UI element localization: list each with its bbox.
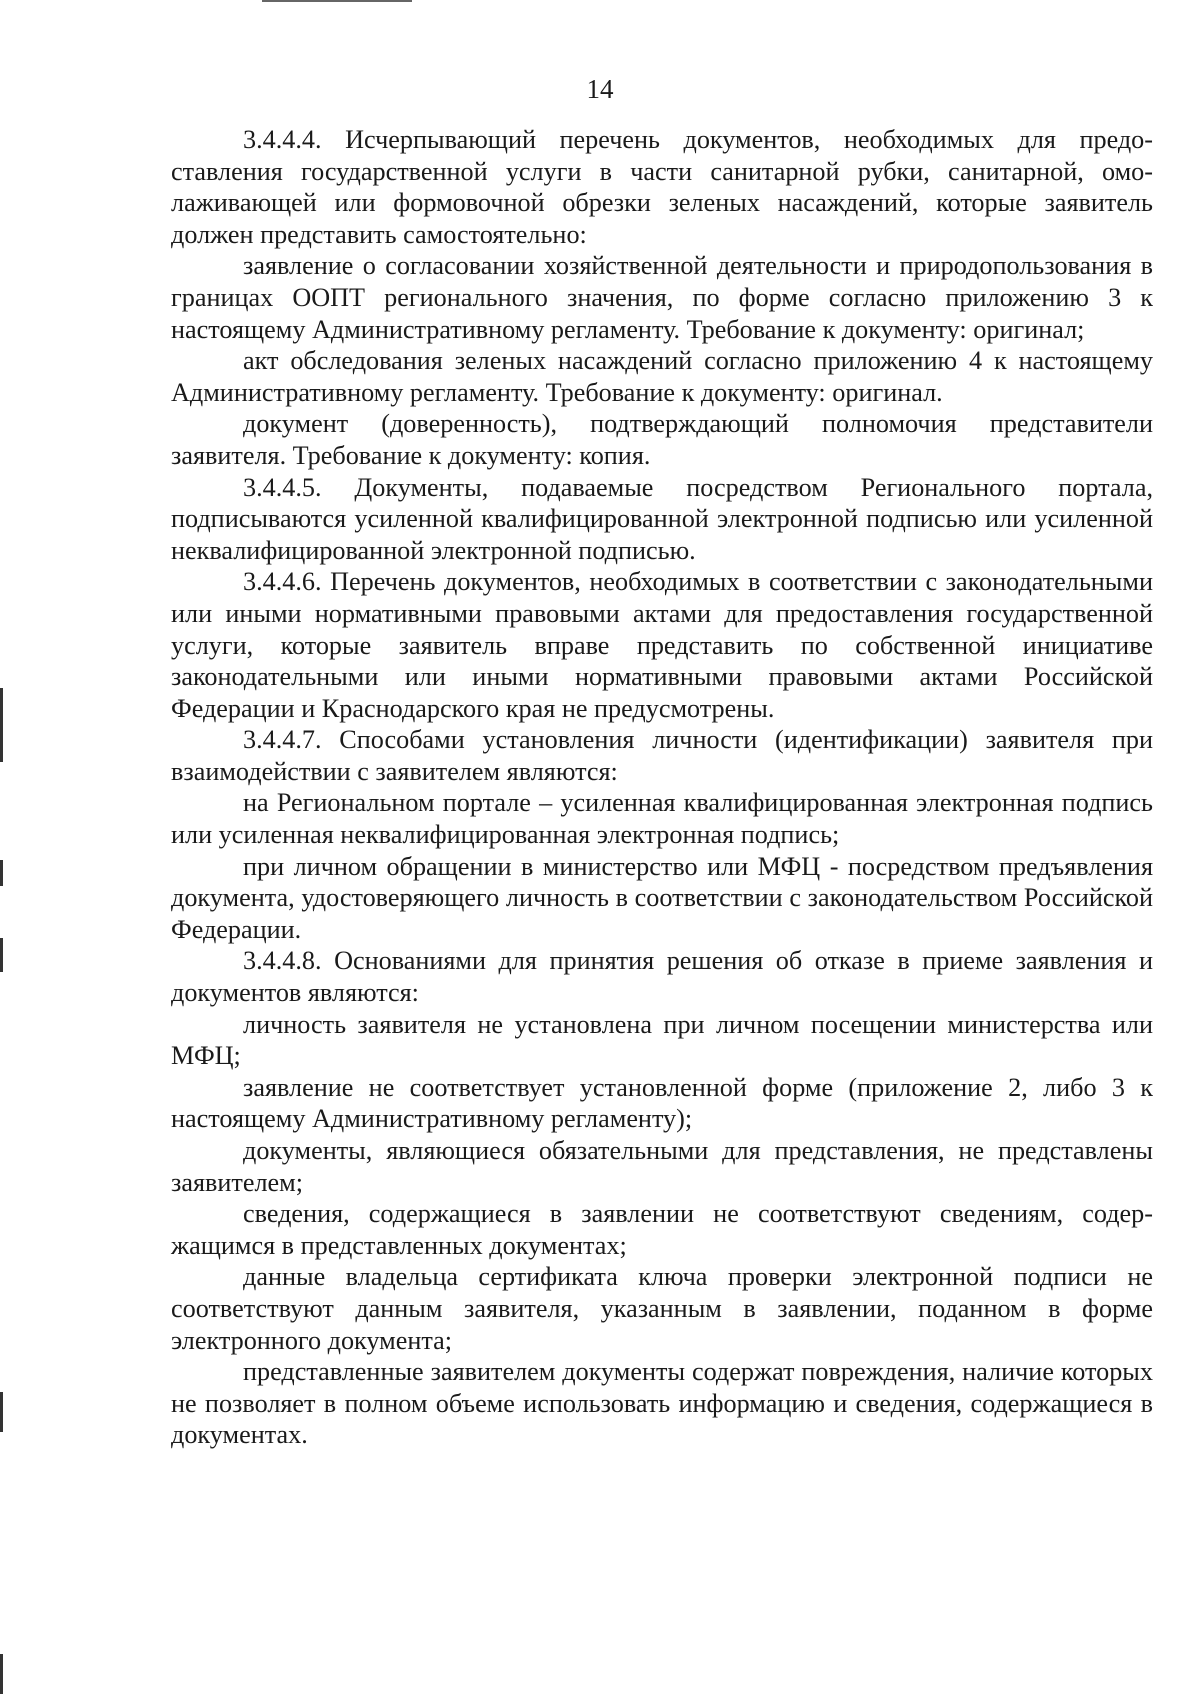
paragraph: на Региональном портале – усиленная квалифицированная электронная подпись или усиленная неквалифицированная электронная подпись; [171,788,1153,850]
paragraph: заявление не соответствует установленной форме (приложение 2, либо 3 к настоящему Административному регламенту); [171,1072,1153,1134]
left-scan-mark [0,1392,3,1432]
paragraph: 3.4.4.6. Перечень документов, необходимых в соответствии с законодательными или иными нормативными правовыми актами для предоставления государственной услуги, которые заявитель вправе представить по собственной инициативе законодательными или иными нормативными правовыми актами Российской Федерации и Краснодарского края не предусмотрены. [171,567,1153,723]
left-scan-mark [0,1654,3,1694]
paragraph: заявление о согласовании хозяйственной деятельности и природопользования в границах ООПТ регионального значения, по форме согласно приложению 3 к настоящему Административному регламенту. Требование к документу: оригинал; [171,251,1153,344]
paragraph: документ (доверенность), подтверждающий полномочия представители заявителя. Требование к документу: копия. [171,409,1153,470]
paragraph: личность заявителя не установлена при личном посещении министерства или МФЦ; [171,1009,1153,1071]
paragraph: документы, являющиеся обязательными для представления, не представлены заявителем; [171,1136,1153,1197]
paragraph: 3.4.4.5. Документы, подаваемые посредством Регионального портала, подписываются усиленной квалифицированной электронной подписью или усиленной неквалифицированной электронной подписью. [171,472,1153,565]
document-body [171,124,1153,1451]
paragraph: сведения, содержащиеся в заявлении не соответствуют сведениям, содержащимся в представленных документах; [171,1199,1153,1260]
paragraph: 3.4.4.8. Основаниями для принятия решения об отказе в приеме заявления и документов являются: [171,946,1153,1008]
left-scan-mark [0,938,3,972]
top-scan-rule [262,0,412,2]
paragraph: акт обследования зеленых насаждений согласно приложению 4 к настоящему Административному регламенту. Требование к документу: оригинал. [171,346,1153,407]
paragraph: данные владельца сертификата ключа проверки электронной подписи не соответствуют данным заявителя, указанным в заявлении, поданном в форме электронного документа; [171,1262,1153,1355]
paragraph: представленные заявителем документы содержат повреждения, наличие которых не позволяет в полном объеме использовать информацию и сведения, содержащиеся в документах. [171,1357,1153,1450]
paragraph: при личном обращении в министерство или МФЦ - посредством предъявления документа, удостоверяющего личность в соответствии с законодательством Российской Федерации. [171,851,1153,944]
paragraph: 3.4.4.7. Способами установления личности (идентификации) заявителя при взаимодействии с заявителем являются: [171,725,1153,786]
page-number: 14 [586,74,614,104]
left-scan-mark [0,688,3,762]
paragraph: 3.4.4.4. Исчерпывающий перечень документов, необходимых для предоставления государственной услуги в части санитарной рубки, санитарной, омолаживающей или формовочной обрезки зеленых насаждений, которые заявитель должен представить самостоятельно: [171,125,1153,249]
left-scan-mark [0,860,3,886]
